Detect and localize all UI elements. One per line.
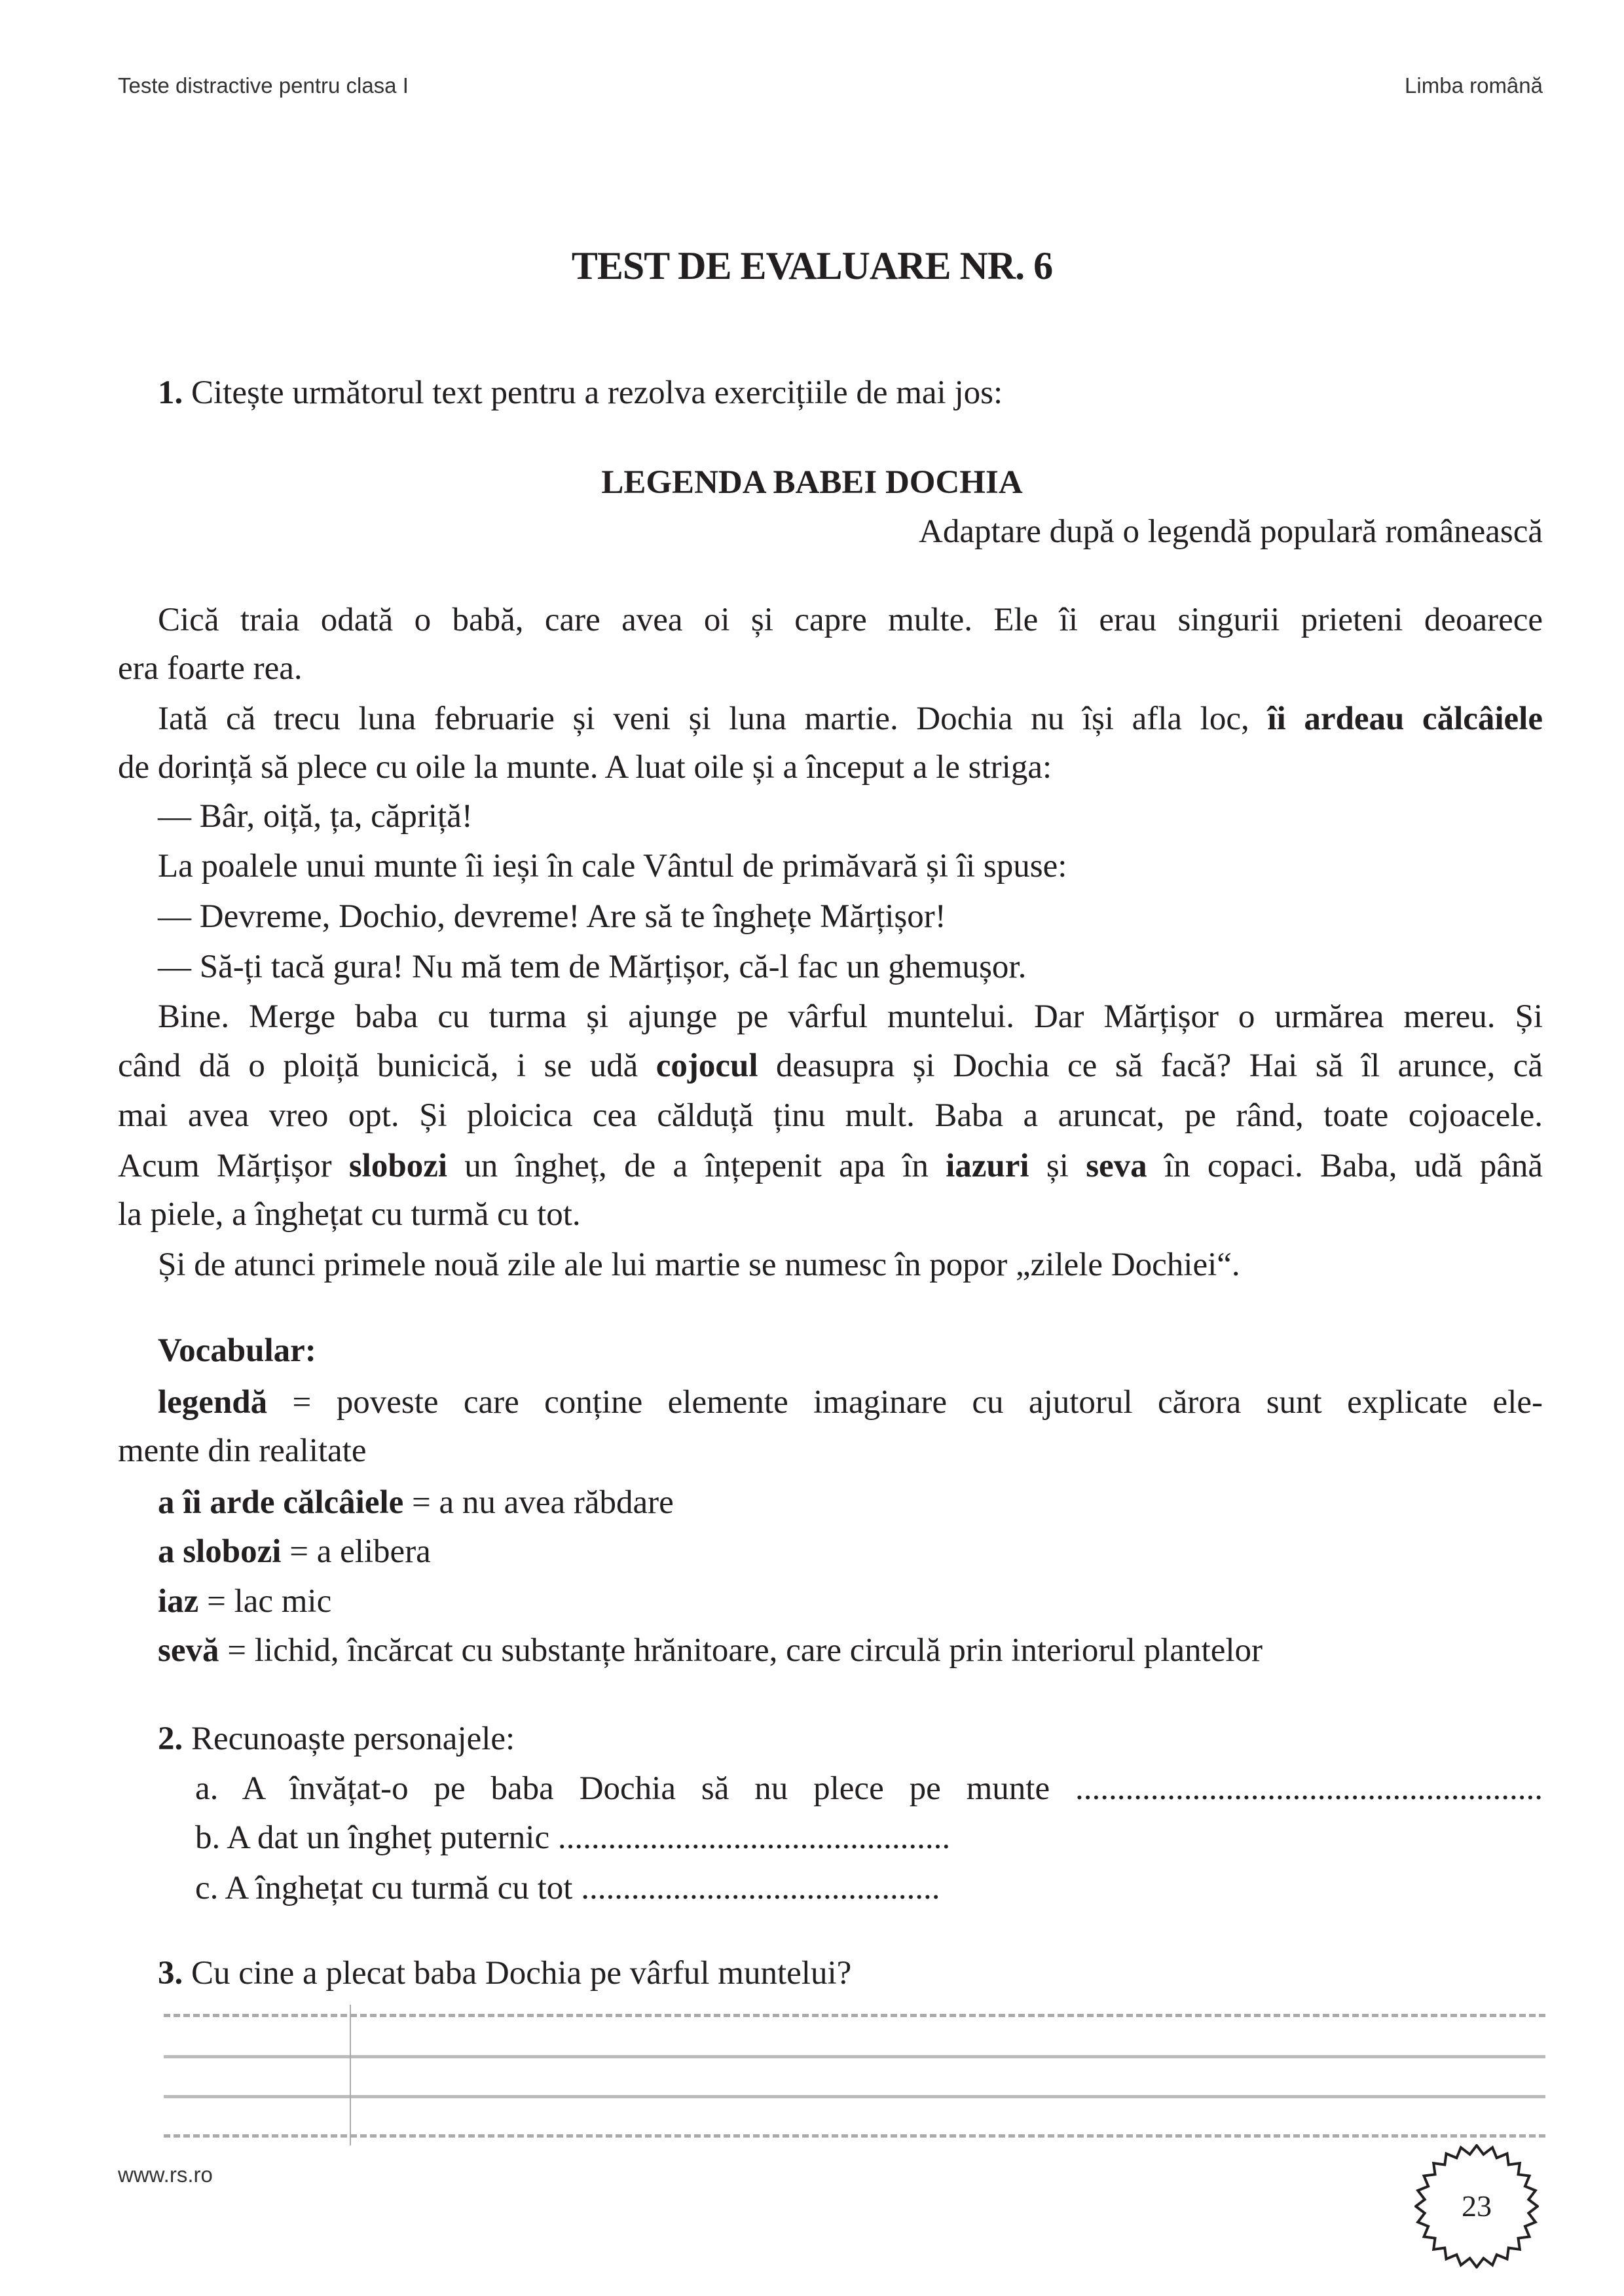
bold-text: a îi arde călcâiele [158, 1484, 404, 1521]
text-line [118, 1143, 1543, 1189]
text-line [195, 1865, 940, 1911]
text: și [1029, 1148, 1086, 1184]
text: — Devreme, Dochio, devreme! Are să te înghețe Mărțișor! [158, 898, 946, 935]
page-number-badge [1414, 2144, 1539, 2269]
text-line [118, 646, 303, 691]
text-line [158, 1529, 431, 1575]
bold-text: iaz [158, 1583, 199, 1620]
text: Recunoaște personajele: [183, 1721, 515, 1757]
text: — Să-ți tacă gura! Nu mă tem de Mărțișor, că-l fac un ghemușor. [158, 949, 1027, 985]
text-line [158, 843, 1067, 889]
bold-text: 3. [158, 1955, 183, 1992]
text-line [158, 894, 946, 939]
story-subtitle [0, 509, 1543, 555]
bold-text: îi ardeau călcâiele [1267, 701, 1543, 737]
text-line [158, 994, 1543, 1040]
text: = poveste care conține elemente imaginare cu ajutorul cărora sunt explicate ele- [267, 1384, 1543, 1421]
text-line [158, 1716, 515, 1762]
text-line [118, 1428, 367, 1474]
text: deasupra și Dochia ce să facă? Hai să îl arunce, că [758, 1048, 1543, 1084]
text: Bine. Merge baba cu turma și ajunge pe vârful muntelui. Dar Mărțișor o urmărea mereu. Și [158, 998, 1543, 1035]
text-line [158, 944, 1026, 990]
text-line [158, 1242, 1240, 1288]
bold-text: cojocul [655, 1048, 758, 1084]
text: când dă o ploiță bunicică, i se udă [118, 1048, 656, 1084]
text: Și de atunci primele nouă zile ale lui martie se numesc în popor „zilele Dochiei“. [158, 1247, 1240, 1283]
header-book-title: Teste distractive pentru clasa I [118, 73, 409, 98]
text: = a nu avea răbdare [403, 1484, 674, 1521]
text: în copaci. Baba, udă până [1147, 1148, 1543, 1184]
text: Citește următorul text pentru a rezolva exercițiile de mai jos: [183, 374, 1003, 411]
text: era foarte rea. [118, 650, 303, 687]
text: Cică traia odată o babă, care avea oi și capre multe. Ele îi erau singurii prieteni deoarece [158, 602, 1543, 638]
answer-line-dashed-bottom [164, 2134, 1545, 2138]
text-line [158, 1480, 674, 1525]
text-line [118, 1093, 1543, 1139]
bold-text: a slobozi [158, 1533, 282, 1570]
text: — Bâr, oiță, ța, căpriță! [158, 798, 473, 835]
text-line [158, 1950, 851, 1996]
text: a. A învățat-o pe baba Dochia să nu plece pe munte ........................................................ [195, 1770, 1543, 1807]
bold-text: 1. [158, 374, 183, 411]
text: un îngheț, de a înțepenit apa în [447, 1148, 946, 1184]
text: = lichid, încărcat cu substanțe hrănitoare, care circulă prin interiorul plantelor [219, 1632, 1263, 1669]
bold-text: sevă [158, 1632, 219, 1669]
text: de dorință să plece cu oile la munte. A luat oile și a început a le striga: [118, 749, 1052, 786]
text-line [195, 1815, 950, 1861]
text-line [158, 1628, 1263, 1673]
answer-line-solid-2 [164, 2095, 1545, 2098]
text: c. A înghețat cu turmă cu tot ........................................... [195, 1870, 940, 1906]
text-line [158, 597, 1543, 643]
bold-text: Vocabular: [158, 1332, 316, 1369]
text: Adaptare după o legendă populară românească [919, 513, 1543, 550]
header-subject: Limba română [1405, 73, 1543, 98]
answer-line-dashed-top [164, 2014, 1545, 2017]
answer-line-solid-1 [164, 2055, 1545, 2058]
bold-text: slobozi [348, 1148, 448, 1184]
text-line [158, 793, 473, 839]
bold-text: 2. [158, 1721, 183, 1757]
bold-text: legendă [158, 1384, 268, 1421]
answer-margin-line [350, 2005, 351, 2145]
text: la piele, a înghețat cu turmă cu tot. [118, 1196, 581, 1233]
text: = lac mic [198, 1583, 332, 1620]
text: Cu cine a plecat baba Dochia pe vârful muntelui? [183, 1955, 852, 1992]
page-number: 23 [1462, 2189, 1492, 2223]
text: mai avea vreo opt. Și ploicica cea călduță ținu mult. Baba a aruncat, pe rând, toate cojoacele. [118, 1097, 1543, 1134]
text: = a elibera [281, 1533, 431, 1570]
text: La poalele unui munte îi ieși în cale Vântul de primăvară și îi spuse: [158, 848, 1067, 884]
bold-text: LEGENDA BABEI DOCHIA [601, 464, 1023, 501]
text-line [118, 1192, 581, 1237]
bold-text: iazuri [946, 1148, 1029, 1184]
text: mente din realitate [118, 1432, 367, 1469]
text: b. A dat un îngheț puternic ............................................... [195, 1819, 951, 1856]
text-line [158, 1578, 331, 1624]
text: Acum Mărțișor [118, 1148, 349, 1184]
text-line [118, 1043, 1543, 1089]
page-title: TEST DE EVALUARE NR. 6 [571, 244, 1053, 287]
story-title [0, 460, 1624, 505]
text-line [158, 370, 1003, 416]
bold-text: seva [1086, 1148, 1147, 1184]
text-line [195, 1766, 1543, 1812]
text-line [158, 696, 1543, 742]
text-line [158, 1379, 1543, 1425]
text-line [158, 1328, 316, 1374]
text: Iată că trecu luna februarie și veni și luna martie. Dochia nu își afla loc, [158, 701, 1268, 737]
footer-website: www.rs.ro [118, 2162, 213, 2187]
text-line [118, 744, 1052, 790]
